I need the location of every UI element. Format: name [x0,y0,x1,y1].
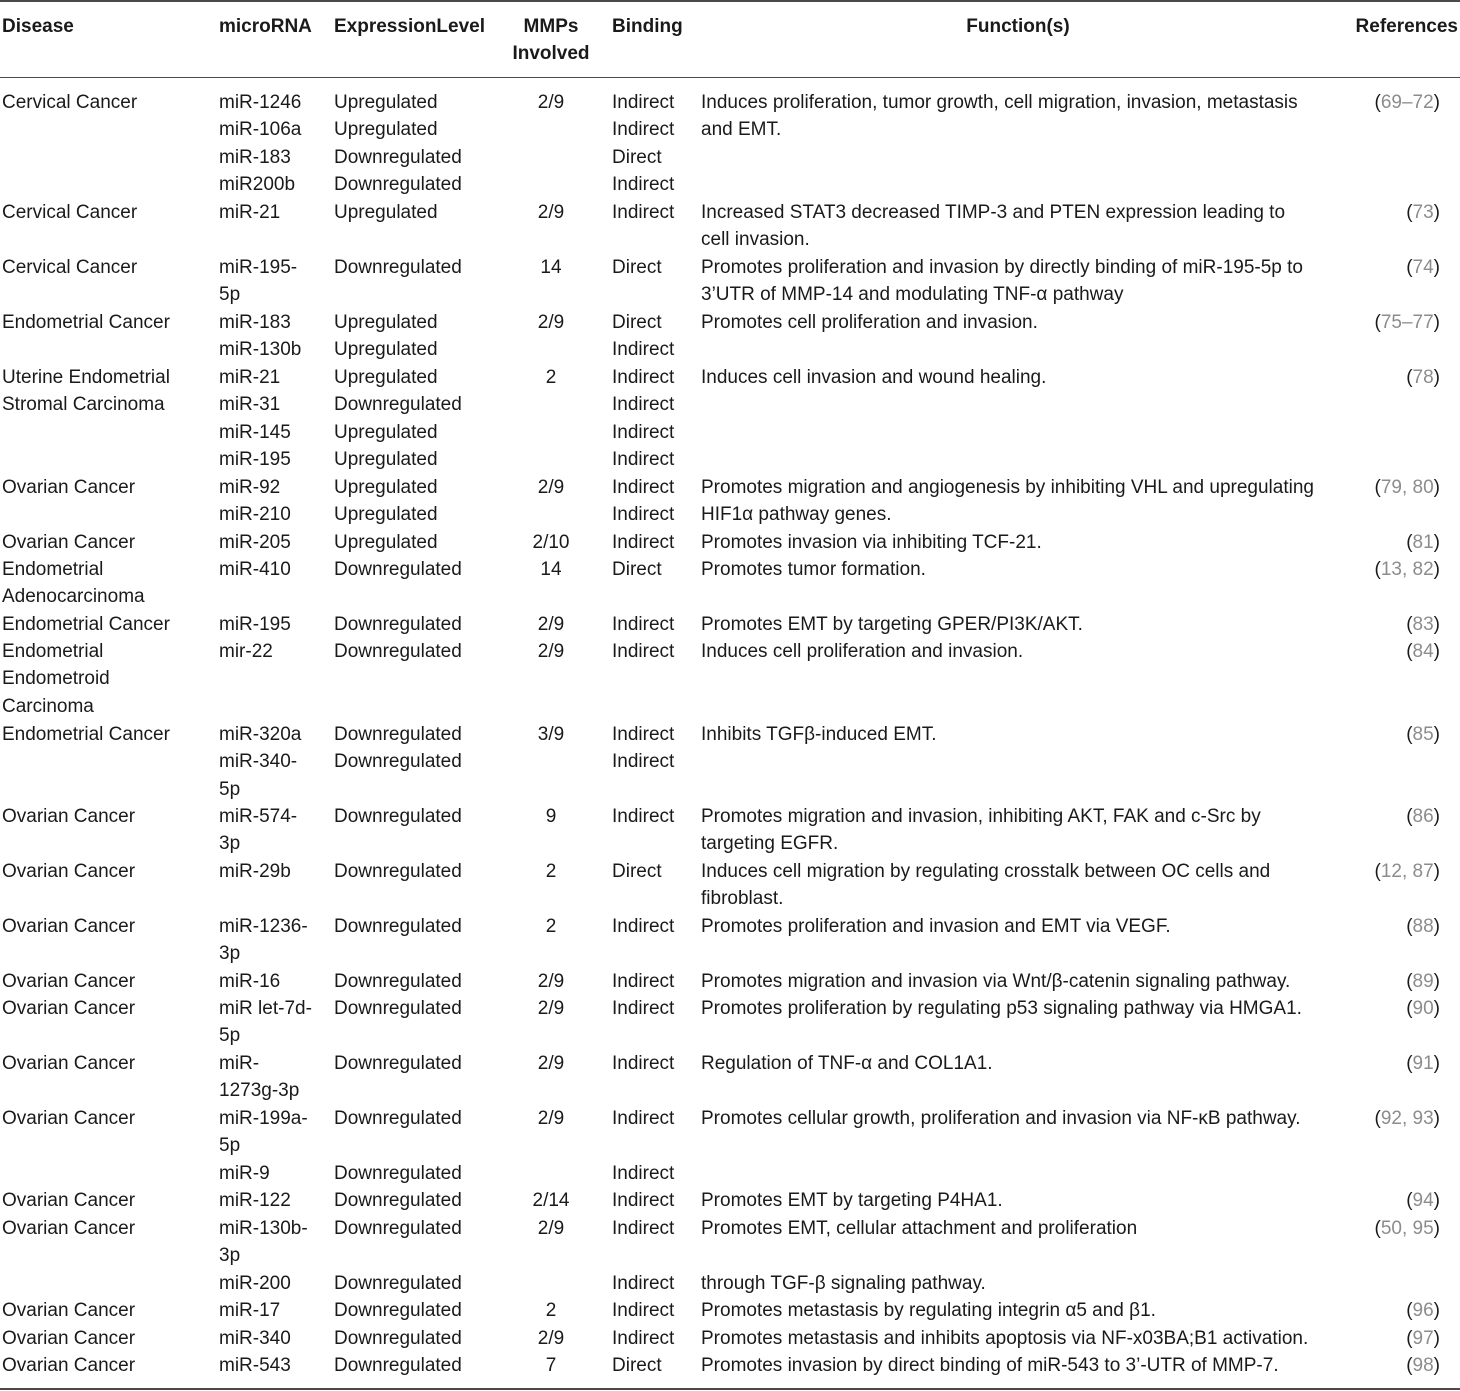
cell-mmps: 2/9 [537,92,565,113]
cell-disease: Cervical Cancer [2,202,138,223]
cell-disease: Ovarian Cancer [2,1108,136,1129]
cell-func: Promotes metastasis by regulating integrin α5 and β1. [701,1300,1156,1321]
cell-binding: Indirect Indirect [612,1218,675,1294]
cell-mirna: miR-199a- 5p miR-9 [219,1108,308,1184]
cell-references [1375,309,1441,336]
cell-mirna: miR-17 [219,1300,281,1321]
cell-expr: Upregulated Upregulated Downregulated Downregulated [334,92,462,196]
cell-references [1375,1215,1440,1242]
ref-citation[interactable]: 79, 80 [1380,477,1434,498]
cell-func: Promotes migration and invasion via Wnt/β-catenin signaling pathway. [701,971,1291,992]
cell-binding: Indirect [612,641,675,662]
cell-binding: Direct [612,1355,662,1376]
ref-close-paren: ) [1433,1328,1440,1349]
ref-citation[interactable]: 13, 82 [1380,559,1434,580]
cell-binding: Indirect Indirect Direct Indirect [612,92,675,196]
cell-references [1375,89,1441,116]
ref-close-paren: ) [1433,1190,1440,1211]
cell-mmps: 2/9 [537,202,565,223]
cell-mmps: 3/9 [537,724,565,745]
cell-disease: Endometrial Cancer [2,724,170,745]
ref-open-paren: ( [1406,257,1413,278]
ref-close-paren: ) [1433,1218,1440,1239]
cell-mirna: miR-29b [219,861,291,882]
cell-disease: Cervical Cancer [2,257,138,278]
ref-citation[interactable]: 86 [1412,806,1434,827]
cell-mmps: 2 [545,916,557,937]
ref-open-paren: ( [1374,559,1381,580]
cell-binding: Indirect [612,1053,675,1074]
cell-func: Induces cell invasion and wound healing. [701,367,1047,388]
ref-citation[interactable]: 74 [1412,257,1434,278]
cell-mmps: 2 [545,861,557,882]
ref-citation[interactable]: 98 [1412,1355,1434,1376]
ref-close-paren: ) [1433,367,1440,388]
ref-open-paren: ( [1406,806,1413,827]
cell-disease: Ovarian Cancer [2,1328,136,1349]
cell-mirna: miR-574- 3p [219,806,298,855]
cell-disease: Ovarian Cancer [2,806,136,827]
cell-expr: Upregulated Upregulated [334,477,438,526]
cell-expr: Downregulated [334,861,462,882]
cell-mmps: 14 [540,257,562,278]
ref-citation[interactable]: 78 [1412,367,1434,388]
cell-disease: Ovarian Cancer [2,477,136,498]
ref-close-paren: ) [1433,312,1440,333]
ref-close-paren: ) [1433,861,1440,882]
cell-expr: Downregulated [334,916,462,937]
cell-mirna: miR-205 [219,532,291,553]
cell-expr: Downregulated Downregulated [334,1108,462,1184]
cell-mirna: miR-410 [219,559,291,580]
cell-func: Induces cell migration by regulating crosstalk between OC cells and fibroblast. [701,861,1271,910]
ref-citation[interactable]: 12, 87 [1380,861,1434,882]
cell-mmps: 2/9 [537,1108,565,1129]
cell-mirna: miR-122 [219,1190,291,1211]
ref-open-paren: ( [1374,1108,1381,1129]
ref-open-paren: ( [1406,998,1413,1019]
cell-expr: Downregulated [334,559,462,580]
cell-expr: Downregulated [334,1053,462,1074]
cell-expr: Downregulated [334,1300,462,1321]
cell-references [1375,858,1440,885]
ref-open-paren: ( [1406,202,1413,223]
ref-citation[interactable]: 90 [1412,998,1434,1019]
header-rule [0,77,1460,78]
cell-func: Increased STAT3 decreased TIMP-3 and PTEN expression leading to cell invasion. [701,202,1286,251]
ref-citation[interactable]: 50, 95 [1380,1218,1434,1239]
cell-func: Promotes tumor formation. [701,559,926,580]
cell-mmps: 2/9 [537,971,565,992]
ref-citation[interactable]: 89 [1412,971,1434,992]
cell-mirna: miR-92 miR-210 [219,477,291,526]
ref-citation[interactable]: 91 [1412,1053,1434,1074]
cell-disease: Endometrial Adenocarcinoma [2,559,145,608]
header-binding: Binding [612,16,683,37]
bottom-rule [0,1388,1460,1390]
cell-binding: Indirect [612,614,675,635]
cell-expr: Upregulated Upregulated [334,312,438,361]
cell-references [1406,529,1440,556]
cell-mirna: miR-543 [219,1355,291,1376]
ref-citation[interactable]: 75–77 [1380,312,1434,333]
cell-func: Induces proliferation, tumor growth, cell migration, invasion, metastasis and EMT. [701,92,1298,141]
cell-disease: Endometrial Cancer [2,312,170,333]
top-rule [0,0,1460,2]
cell-mirna: miR-16 [219,971,281,992]
cell-references [1406,995,1440,1022]
ref-citation[interactable]: 88 [1412,916,1434,937]
ref-citation[interactable]: 96 [1412,1300,1434,1321]
ref-close-paren: ) [1433,477,1440,498]
ref-close-paren: ) [1433,202,1440,223]
ref-close-paren: ) [1433,641,1440,662]
cell-func: Promotes cellular growth, proliferation and invasion via NF-κB pathway. [701,1108,1301,1129]
cell-mirna: miR-320a miR-340- 5p [219,724,302,800]
ref-close-paren: ) [1433,559,1440,580]
cell-binding: Indirect Indirect [612,1108,675,1184]
cell-binding: Indirect Indirect [612,724,675,773]
cell-references [1406,721,1440,748]
cell-binding: Indirect Indirect Indirect Indirect [612,367,675,471]
ref-citation[interactable]: 83 [1412,614,1434,635]
cell-func: Inhibits TGFβ-induced EMT. [701,724,937,745]
ref-open-paren: ( [1406,1053,1413,1074]
cell-references [1375,474,1440,501]
ref-open-paren: ( [1406,1328,1413,1349]
ref-citation[interactable]: 94 [1412,1190,1434,1211]
cell-func: Promotes invasion via inhibiting TCF-21. [701,532,1042,553]
ref-citation[interactable]: 69–72 [1380,92,1434,113]
ref-open-paren: ( [1406,1355,1413,1376]
ref-close-paren: ) [1433,1355,1440,1376]
cell-mmps: 2/9 [537,614,565,635]
cell-references [1406,968,1440,995]
cell-mmps: 2 [545,367,557,388]
cell-expr: Upregulated [334,202,438,223]
cell-func: Promotes migration and invasion, inhibiting AKT, FAK and c-Src by targeting EGFR. [701,806,1261,855]
cell-disease: Uterine Endometrial Stromal Carcinoma [2,367,170,416]
cell-disease: Endometrial Endometroid Carcinoma [2,641,110,717]
cell-binding: Indirect [612,532,675,553]
cell-func: Promotes cell proliferation and invasion. [701,312,1038,333]
cell-binding: Indirect [612,1300,675,1321]
cell-mirna: miR-21 miR-31 miR-145 miR-195 [219,367,291,471]
cell-expr: Upregulated Downregulated Upregulated Upregulated [334,367,462,471]
cell-references [1406,199,1440,226]
cell-expr: Downregulated [334,1190,462,1211]
header-expression: ExpressionLevel [334,16,486,37]
ref-open-paren: ( [1374,861,1381,882]
ref-close-paren: ) [1433,257,1440,278]
ref-open-paren: ( [1406,614,1413,635]
ref-citation[interactable]: 97 [1412,1328,1434,1349]
cell-disease: Ovarian Cancer [2,1190,136,1211]
cell-binding: Indirect [612,1190,675,1211]
ref-open-paren: ( [1406,916,1413,937]
cell-mirna: miR-183 miR-130b [219,312,302,361]
cell-references [1375,556,1440,583]
ref-close-paren: ) [1433,1300,1440,1321]
cell-mmps: 2/9 [537,998,565,1019]
header-microrna: microRNA [219,16,312,37]
cell-mmps: 2/9 [537,1218,565,1239]
cell-disease: Ovarian Cancer [2,1355,136,1376]
cell-expr: Downregulated [334,998,462,1019]
cell-mirna: miR-21 [219,202,281,223]
header-disease: Disease [2,16,74,37]
cell-disease: Ovarian Cancer [2,971,136,992]
cell-mmps: 2/9 [537,477,565,498]
cell-references [1375,1105,1440,1132]
cell-references [1406,803,1440,830]
cell-func: Induces cell proliferation and invasion. [701,641,1024,662]
cell-binding: Direct [612,861,662,882]
cell-mirna: miR-1246 miR-106a miR-183 miR200b [219,92,302,196]
cell-references [1406,611,1440,638]
ref-close-paren: ) [1433,971,1440,992]
cell-binding: Indirect [612,1328,675,1349]
cell-mmps: 9 [545,806,557,827]
ref-close-paren: ) [1433,998,1440,1019]
cell-disease: Ovarian Cancer [2,998,136,1019]
ref-citation[interactable]: 81 [1412,532,1434,553]
ref-open-paren: ( [1406,641,1413,662]
cell-disease: Ovarian Cancer [2,861,136,882]
cell-mmps: 2/9 [537,1328,565,1349]
cell-expr: Downregulated [334,971,462,992]
cell-disease: Cervical Cancer [2,92,138,113]
cell-binding: Indirect [612,998,675,1019]
cell-mmps: 2/9 [537,1053,565,1074]
cell-references [1406,1325,1440,1352]
ref-open-paren: ( [1406,724,1413,745]
ref-close-paren: ) [1433,1108,1440,1129]
ref-open-paren: ( [1406,1300,1413,1321]
cell-expr: Downregulated [334,806,462,827]
cell-binding: Indirect [612,971,675,992]
ref-citation[interactable]: 92, 93 [1380,1108,1434,1129]
ref-citation[interactable]: 85 [1412,724,1434,745]
header-mmps-line1: MMPs [523,16,579,37]
cell-references [1406,364,1440,391]
cell-binding: Indirect [612,202,675,223]
cell-expr: Downregulated Downregulated [334,1218,462,1294]
ref-citation[interactable]: 73 [1412,202,1434,223]
ref-close-paren: ) [1433,92,1440,113]
ref-open-paren: ( [1406,1190,1413,1211]
cell-mirna: miR let-7d- 5p [219,998,312,1047]
ref-close-paren: ) [1433,724,1440,745]
cell-binding: Indirect Indirect [612,477,675,526]
cell-func: Promotes invasion by direct binding of miR-543 to 3’-UTR of MMP-7. [701,1355,1279,1376]
cell-expr: Downregulated [334,1355,462,1376]
cell-mmps: 2/9 [537,312,565,333]
cell-mirna: miR-195- 5p [219,257,298,306]
header-mmps-involved [500,13,602,67]
cell-binding: Direct [612,257,662,278]
ref-open-paren: ( [1374,312,1381,333]
cell-disease: Ovarian Cancer [2,1300,136,1321]
cell-disease: Ovarian Cancer [2,532,136,553]
cell-mmps: 2 [545,1300,557,1321]
cell-func: Promotes metastasis and inhibits apoptosis via NF-x03BA;B1 activation. [701,1328,1309,1349]
cell-func: Promotes proliferation and invasion by directly binding of miR-195-5p to 3’UTR of MMP-14 and modulating TNF-α pathway [701,257,1303,306]
ref-close-paren: ) [1433,1053,1440,1074]
cell-binding: Indirect [612,806,675,827]
ref-close-paren: ) [1433,614,1440,635]
cell-func: Promotes proliferation and invasion and EMT via VEGF. [701,916,1171,937]
cell-expr: Downregulated [334,614,462,635]
cell-binding: Direct Indirect [612,312,675,361]
cell-expr: Downregulated Downregulated [334,724,462,773]
cell-mirna: mir-22 [219,641,273,662]
cell-references [1406,1352,1440,1379]
cell-mmps: 2/9 [537,641,565,662]
ref-citation[interactable]: 84 [1412,641,1434,662]
cell-func: Promotes EMT by targeting GPER/PI3K/AKT. [701,614,1083,635]
cell-expr: Upregulated [334,532,438,553]
cell-mmps: 2/14 [532,1190,570,1211]
cell-references [1406,638,1440,665]
cell-disease: Ovarian Cancer [2,1053,136,1074]
cell-mmps: 2/10 [532,532,570,553]
cell-references [1406,1297,1440,1324]
cell-expr: Downregulated [334,641,462,662]
ref-close-paren: ) [1433,916,1440,937]
cell-disease: Ovarian Cancer [2,1218,136,1239]
cell-binding: Direct [612,559,662,580]
cell-expr: Downregulated [334,1328,462,1349]
cell-references [1406,1187,1440,1214]
cell-references [1406,1050,1440,1077]
ref-open-paren: ( [1374,477,1381,498]
header-references: References [1355,16,1458,37]
ref-open-paren: ( [1406,971,1413,992]
ref-open-paren: ( [1406,532,1413,553]
cell-disease: Ovarian Cancer [2,916,136,937]
cell-mirna: miR- 1273g-3p [219,1053,300,1102]
cell-func: Promotes EMT by targeting P4HA1. [701,1190,1003,1211]
cell-mirna: miR-340 [219,1328,291,1349]
ref-close-paren: ) [1433,532,1440,553]
ref-close-paren: ) [1433,806,1440,827]
cell-func: Promotes proliferation by regulating p53 signaling pathway via HMGA1. [701,998,1302,1019]
ref-open-paren: ( [1374,1218,1381,1239]
header-mmps-line2: Involved [512,43,590,64]
cell-func: Regulation of TNF-α and COL1A1. [701,1053,993,1074]
cell-mirna: miR-1236- 3p [219,916,308,965]
cell-mmps: 7 [545,1355,557,1376]
header-functions: Function(s) [966,16,1070,37]
cell-func: Promotes migration and angiogenesis by inhibiting VHL and upregulating HIF1α pathway genes. [701,477,1314,526]
cell-binding: Indirect [612,916,675,937]
cell-references [1406,913,1440,940]
cell-func: Promotes EMT, cellular attachment and proliferation through TGF-β signaling pathway. [701,1218,1138,1294]
cell-mmps: 14 [540,559,562,580]
cell-mirna: miR-195 [219,614,291,635]
ref-open-paren: ( [1374,92,1381,113]
ref-open-paren: ( [1406,367,1413,388]
cell-references [1406,254,1440,281]
cell-expr: Downregulated [334,257,462,278]
cell-mirna: miR-130b- 3p miR-200 [219,1218,308,1294]
cell-disease: Endometrial Cancer [2,614,170,635]
